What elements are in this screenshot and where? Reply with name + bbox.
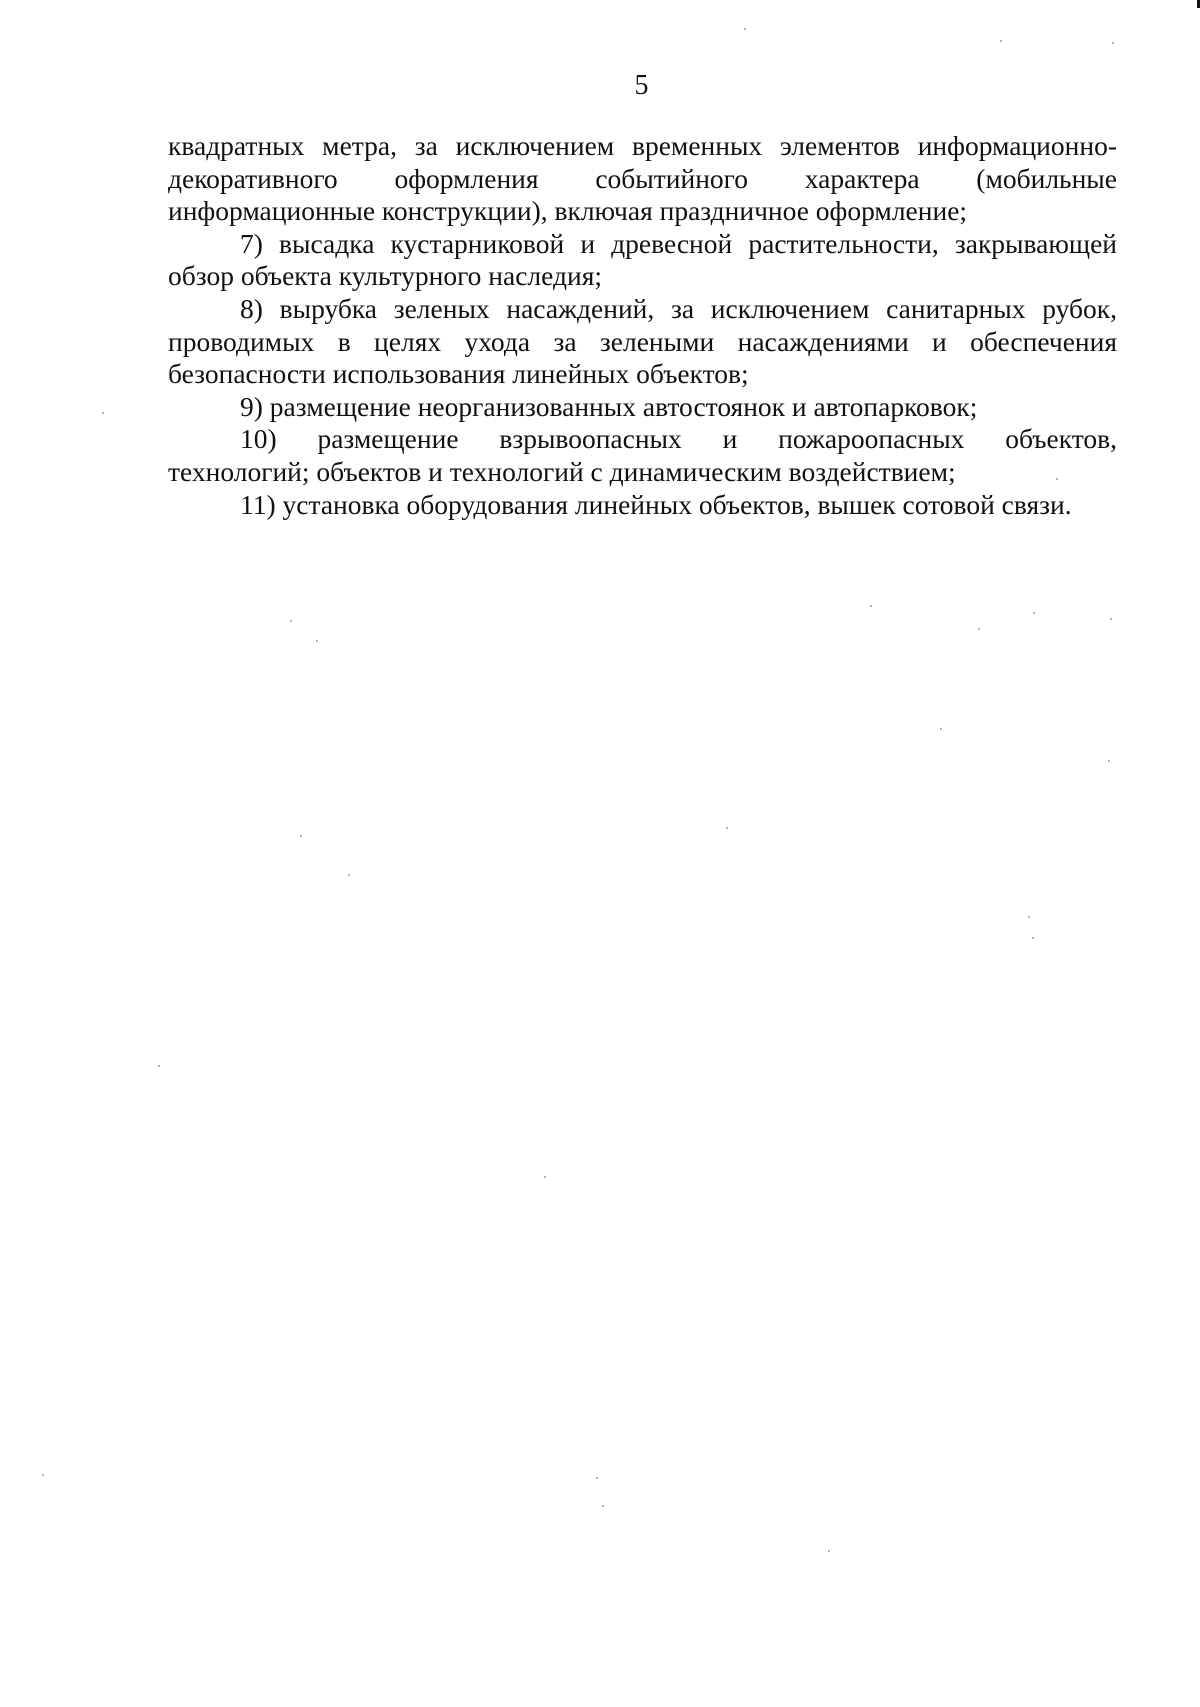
scan-speck (978, 628, 980, 630)
text-line: информационные конструкции), включая праздничное оформление; (168, 195, 968, 227)
scan-speck (158, 1065, 160, 1067)
scan-speck (348, 874, 350, 876)
scan-speck (726, 827, 728, 829)
paragraph-continuation (168, 130, 1117, 228)
scan-speck (1112, 42, 1114, 44)
scan-speck (1032, 937, 1034, 939)
scan-speck (602, 1505, 604, 1507)
scan-speck (828, 1550, 830, 1552)
list-item-9 (168, 391, 1117, 424)
scan-speck (596, 1477, 598, 1479)
scan-speck (544, 1176, 546, 1178)
text-line: декоративного оформления событийного характера (мобильные (168, 162, 1117, 194)
text-line: 9) размещение неорганизованных автостоянок и автопарковок; (240, 390, 978, 422)
list-item-11 (168, 489, 1117, 522)
list-item-8 (168, 293, 1117, 391)
text-line: безопасности использования линейных объектов; (168, 358, 749, 390)
document-body (168, 130, 1117, 521)
scan-speck (300, 835, 302, 837)
text-line: технологий; объектов и технологий с динамическим воздействием; (168, 455, 956, 487)
scan-speck (1000, 40, 1002, 42)
text-line: проводимых в целях ухода за зелеными насаждениями и обеспечения (168, 325, 1117, 357)
scan-speck (1108, 760, 1110, 762)
text-line: обзор объекта культурного наследия; (168, 260, 602, 292)
text-line: 10) размещение взрывоопасных и пожароопасных объектов, (240, 423, 1117, 455)
scan-speck (316, 640, 318, 642)
list-item-7 (168, 228, 1117, 293)
scan-speck (940, 728, 942, 730)
scan-speck (744, 28, 746, 30)
scan-speck (42, 1474, 44, 1476)
text-line: 7) высадка кустарниковой и древесной растительности, закрывающей (240, 227, 1117, 259)
scan-speck (1110, 618, 1112, 620)
scan-speck (1056, 478, 1058, 480)
text-line: 11) установка оборудования линейных объектов, вышек сотовой связи. (240, 488, 1072, 520)
text-line: квадратных метра, за исключением временных элементов информационно- (168, 130, 1117, 161)
scan-speck (102, 412, 104, 414)
scan-speck (1028, 916, 1030, 918)
text-line: 8) вырубка зеленых насаждений, за исключением санитарных рубок, (240, 292, 1117, 324)
scan-speck (290, 620, 292, 622)
scan-speck (870, 605, 872, 607)
list-item-10 (168, 423, 1117, 488)
scan-speck (1033, 612, 1035, 614)
page-number: 5 (634, 70, 649, 101)
